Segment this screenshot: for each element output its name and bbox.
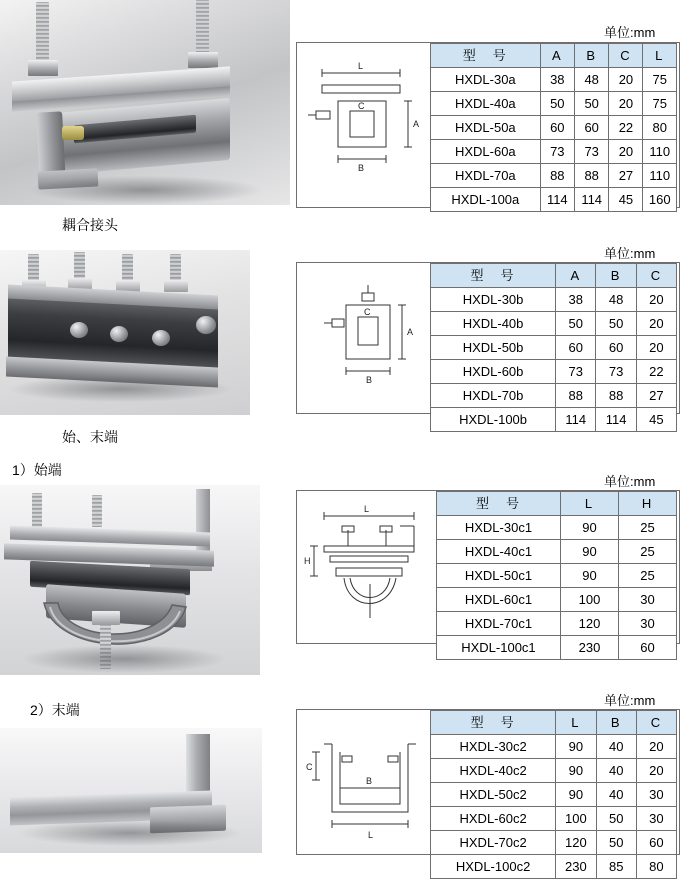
cell-l: 90 xyxy=(560,516,618,540)
cell-c: 20 xyxy=(609,68,643,92)
cell-model: HXDL-60c1 xyxy=(437,588,561,612)
cell-model: HXDL-60a xyxy=(431,140,541,164)
svg-text:C: C xyxy=(364,307,371,317)
caption-terminal-end: 2）末端 xyxy=(30,702,80,718)
header-a: A xyxy=(556,264,596,288)
cell-model: HXDL-70a xyxy=(431,164,541,188)
side-bolt xyxy=(152,330,170,346)
table-a-header-row xyxy=(431,44,677,68)
cell-a: 73 xyxy=(540,140,574,164)
cell-a: 38 xyxy=(556,288,596,312)
cell-c: 30 xyxy=(636,783,676,807)
cell-model: HXDL-30b xyxy=(431,288,556,312)
table-row xyxy=(431,188,677,212)
cell-l: 90 xyxy=(556,783,596,807)
bolt xyxy=(36,2,49,64)
cell-l: 110 xyxy=(643,140,677,164)
table-row xyxy=(431,140,677,164)
cell-l: 120 xyxy=(556,831,596,855)
svg-text:B: B xyxy=(358,163,365,173)
table-b xyxy=(430,263,677,432)
cell-model: HXDL-50b xyxy=(431,336,556,360)
side-bolt xyxy=(110,326,128,342)
cell-model: HXDL-50c2 xyxy=(431,783,556,807)
photo-shadow xyxy=(20,820,240,846)
svg-text:L: L xyxy=(368,830,374,840)
cell-l: 90 xyxy=(556,759,596,783)
table-a xyxy=(430,43,677,212)
cell-l: 80 xyxy=(643,116,677,140)
cell-h: 60 xyxy=(619,636,677,660)
cell-model: HXDL-40c1 xyxy=(437,540,561,564)
table-row xyxy=(431,783,677,807)
cell-b: 73 xyxy=(575,140,609,164)
table-c2 xyxy=(430,710,677,879)
photo-shadow xyxy=(30,176,260,204)
header-a: A xyxy=(540,44,574,68)
diagram-c2 xyxy=(306,720,432,844)
table-c1-header-row xyxy=(437,492,677,516)
header-l: L xyxy=(643,44,677,68)
cell-c: 20 xyxy=(636,312,676,336)
header-b: B xyxy=(596,711,636,735)
table-row xyxy=(431,92,677,116)
cell-b: 114 xyxy=(575,188,609,212)
header-c: C xyxy=(609,44,643,68)
header-model: 型 号 xyxy=(431,264,556,288)
unit-label-a: 单位:mm xyxy=(604,25,656,40)
header-h: H xyxy=(619,492,677,516)
cell-l: 75 xyxy=(643,92,677,116)
bolt xyxy=(92,495,102,527)
photo-end-assembly xyxy=(0,250,250,445)
cell-h: 25 xyxy=(619,564,677,588)
svg-text:C: C xyxy=(306,762,313,772)
header-l: L xyxy=(556,711,596,735)
cell-c: 20 xyxy=(636,759,676,783)
cell-c: 20 xyxy=(636,336,676,360)
cell-a: 50 xyxy=(540,92,574,116)
cell-b: 40 xyxy=(596,783,636,807)
cell-l: 75 xyxy=(643,68,677,92)
cell-model: HXDL-30c2 xyxy=(431,735,556,759)
cell-model: HXDL-70b xyxy=(431,384,556,408)
cell-b: 73 xyxy=(596,360,636,384)
svg-text:H: H xyxy=(304,556,311,566)
svg-text:B: B xyxy=(366,776,373,786)
cell-a: 50 xyxy=(556,312,596,336)
cell-c: 20 xyxy=(609,140,643,164)
photo-start-end-bracket xyxy=(0,485,260,675)
cell-a: 38 xyxy=(540,68,574,92)
header-model: 型 号 xyxy=(431,711,556,735)
cell-b: 114 xyxy=(596,408,636,432)
cell-model: HXDL-100b xyxy=(431,408,556,432)
cell-b: 60 xyxy=(596,336,636,360)
cell-c: 20 xyxy=(636,735,676,759)
table-c1 xyxy=(436,491,677,660)
header-c: C xyxy=(636,264,676,288)
cell-c: 27 xyxy=(636,384,676,408)
cell-l: 100 xyxy=(556,807,596,831)
table-row xyxy=(431,831,677,855)
photo-coupling-joint xyxy=(0,0,290,233)
set-screw xyxy=(62,126,84,140)
table-row xyxy=(431,807,677,831)
table-row xyxy=(437,564,677,588)
svg-text:C: C xyxy=(358,101,365,111)
cell-c: 45 xyxy=(636,408,676,432)
cell-l: 160 xyxy=(643,188,677,212)
cell-a: 114 xyxy=(556,408,596,432)
table-row xyxy=(431,164,677,188)
cell-h: 30 xyxy=(619,588,677,612)
cell-b: 48 xyxy=(596,288,636,312)
cell-model: HXDL-100a xyxy=(431,188,541,212)
cell-c: 27 xyxy=(609,164,643,188)
unit-label-b: 单位:mm xyxy=(604,246,656,261)
cell-c: 80 xyxy=(636,855,676,879)
bolt xyxy=(196,0,209,56)
cell-b: 88 xyxy=(575,164,609,188)
table-c2-header-row xyxy=(431,711,677,735)
cell-a: 60 xyxy=(540,116,574,140)
cell-l: 100 xyxy=(560,588,618,612)
cell-a: 60 xyxy=(556,336,596,360)
cell-b: 50 xyxy=(596,312,636,336)
cell-b: 48 xyxy=(575,68,609,92)
cell-b: 50 xyxy=(596,807,636,831)
cell-c: 22 xyxy=(609,116,643,140)
header-model: 型 号 xyxy=(431,44,541,68)
cell-b: 40 xyxy=(596,735,636,759)
diagram-c1 xyxy=(300,500,436,638)
cell-model: HXDL-50a xyxy=(431,116,541,140)
table-b-header-row xyxy=(431,264,677,288)
header-l: L xyxy=(560,492,618,516)
table-row xyxy=(431,384,677,408)
table-row xyxy=(431,759,677,783)
cell-model: HXDL-70c1 xyxy=(437,612,561,636)
cell-c: 30 xyxy=(636,807,676,831)
table-row xyxy=(437,540,677,564)
photo-terminal-bracket xyxy=(0,728,262,853)
cell-l: 90 xyxy=(556,735,596,759)
cell-l: 90 xyxy=(560,564,618,588)
cell-model: HXDL-40a xyxy=(431,92,541,116)
table-row xyxy=(431,735,677,759)
cell-l: 230 xyxy=(560,636,618,660)
svg-text:A: A xyxy=(407,327,414,337)
svg-text:L: L xyxy=(358,61,364,71)
side-bolt xyxy=(70,322,88,338)
cell-b: 60 xyxy=(575,116,609,140)
cell-h: 25 xyxy=(619,540,677,564)
photo-shadow xyxy=(10,376,230,402)
header-b: B xyxy=(596,264,636,288)
cell-c: 45 xyxy=(609,188,643,212)
cell-a: 73 xyxy=(556,360,596,384)
cell-c: 22 xyxy=(636,360,676,384)
header-model: 型 号 xyxy=(437,492,561,516)
cell-l: 120 xyxy=(560,612,618,636)
svg-text:A: A xyxy=(413,119,420,129)
cell-b: 85 xyxy=(596,855,636,879)
svg-text:L: L xyxy=(364,504,370,514)
caption-start-end: 1）始端 xyxy=(12,462,62,478)
cell-model: HXDL-100c1 xyxy=(437,636,561,660)
photo-shadow xyxy=(24,645,224,673)
cell-model: HXDL-60b xyxy=(431,360,556,384)
table-row xyxy=(431,288,677,312)
table-row xyxy=(437,516,677,540)
cell-c: 60 xyxy=(636,831,676,855)
cell-b: 40 xyxy=(596,759,636,783)
table-row xyxy=(437,588,677,612)
side-bolt xyxy=(196,316,216,334)
nut xyxy=(164,280,188,292)
cell-model: HXDL-60c2 xyxy=(431,807,556,831)
diagram-b xyxy=(306,275,432,405)
bolt xyxy=(32,493,42,527)
table-row xyxy=(437,636,677,660)
cell-model: HXDL-70c2 xyxy=(431,831,556,855)
table-row xyxy=(431,336,677,360)
svg-text:B: B xyxy=(366,375,373,385)
cell-model: HXDL-40b xyxy=(431,312,556,336)
caption-ends: 始、末端 xyxy=(62,429,118,445)
table-row xyxy=(431,68,677,92)
cell-model: HXDL-40c2 xyxy=(431,759,556,783)
table-row xyxy=(431,312,677,336)
table-row xyxy=(431,855,677,879)
cell-l: 230 xyxy=(556,855,596,879)
nut xyxy=(188,52,218,68)
diagram-a xyxy=(300,55,432,195)
header-c: C xyxy=(636,711,676,735)
cell-model: HXDL-100c2 xyxy=(431,855,556,879)
cell-a: 88 xyxy=(540,164,574,188)
cell-l: 90 xyxy=(560,540,618,564)
unit-label-c1: 单位:mm xyxy=(604,474,656,489)
table-row xyxy=(431,360,677,384)
caption-coupling: 耦合接头 xyxy=(62,217,118,233)
table-row xyxy=(437,612,677,636)
cell-h: 30 xyxy=(619,612,677,636)
header-b: B xyxy=(575,44,609,68)
table-row xyxy=(431,116,677,140)
cell-l: 110 xyxy=(643,164,677,188)
cell-b: 88 xyxy=(596,384,636,408)
cell-a: 114 xyxy=(540,188,574,212)
cell-b: 50 xyxy=(575,92,609,116)
nut xyxy=(28,60,58,76)
cell-model: HXDL-30c1 xyxy=(437,516,561,540)
nut xyxy=(92,611,120,625)
table-row xyxy=(431,408,677,432)
cell-model: HXDL-50c1 xyxy=(437,564,561,588)
cell-b: 50 xyxy=(596,831,636,855)
cell-model: HXDL-30a xyxy=(431,68,541,92)
cell-a: 88 xyxy=(556,384,596,408)
cell-c: 20 xyxy=(636,288,676,312)
cell-h: 25 xyxy=(619,516,677,540)
unit-label-c2: 单位:mm xyxy=(604,693,656,708)
cell-c: 20 xyxy=(609,92,643,116)
